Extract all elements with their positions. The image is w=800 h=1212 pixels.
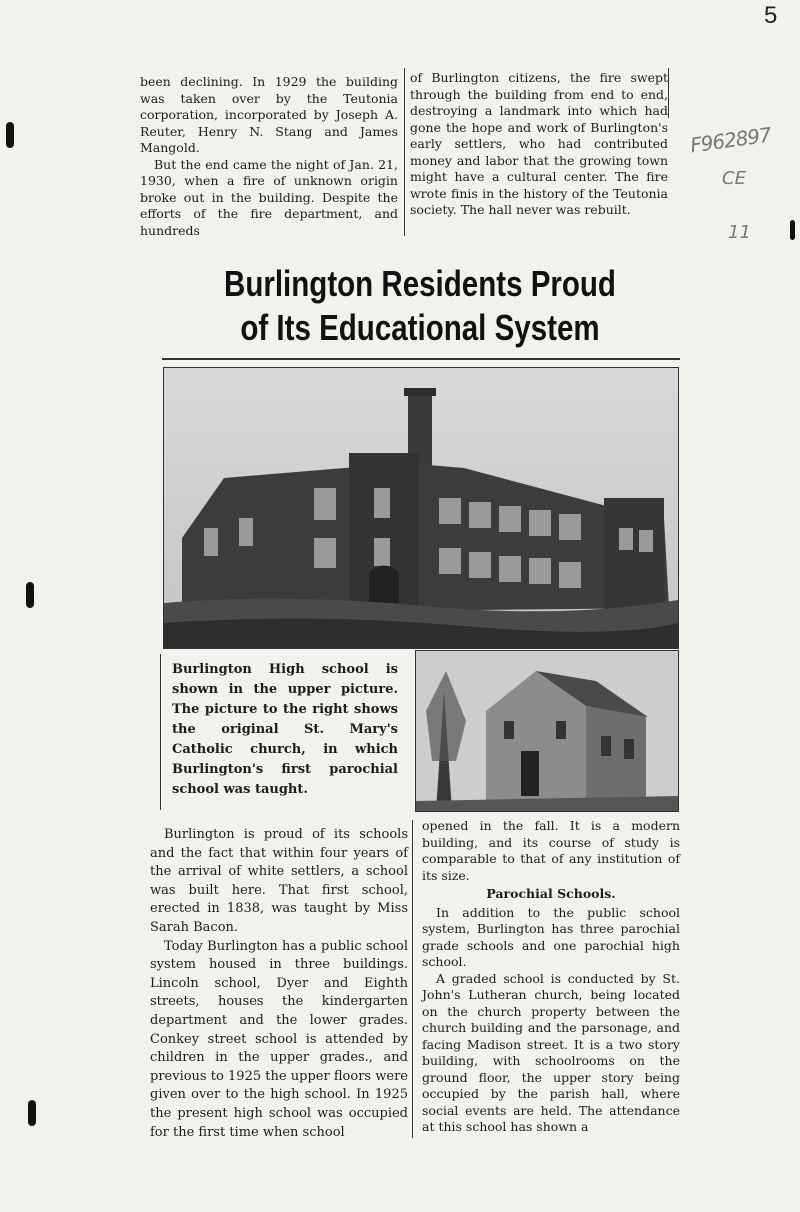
paragraph: opened in the fall. It is a modern building, and its course of study is comparable to that of any institution of its size. [422, 818, 680, 883]
paragraph: In addition to the public school system, Burlington has three parochial grade schools and one parochial high school. [422, 904, 680, 969]
subheading-parochial-schools: Parochial Schools. [486, 886, 616, 901]
headline-line-2: of Its Educational System [240, 307, 600, 348]
paragraph: Burlington is proud of its schools and the fact that within four years of the arrival of white settlers, a school was built here. That first school, erected in 1838, was taught by Miss Sarah Bacon. [150, 827, 408, 935]
top-right-column [410, 70, 668, 219]
caption-border-left [160, 654, 161, 810]
punch-hole-top [6, 122, 14, 148]
st-marys-church-image [416, 651, 678, 811]
paragraph: But the end came the night of Jan. 21, 1930, when a fire of unknown origin broke out in the building. Despite the efforts of the fire department, and hundreds [140, 156, 398, 238]
bottom-right-column [422, 818, 680, 1136]
punch-mark-right [790, 220, 795, 240]
punch-hole-bottom [28, 1100, 36, 1126]
high-school-building-image [164, 368, 678, 648]
headline-line-1: Burlington Residents Proud [224, 263, 616, 304]
column-divider-top [404, 68, 405, 236]
headline [207, 262, 633, 350]
page-number: 5 [764, 2, 778, 29]
paragraph: A graded school is conducted by St. John's Lutheran church, being located on the church property between the church building and the parsonage, and facing Madison street. It is a two story building, with schoolrooms on the ground floor, the upper story being occupied by the parish hall, where social events are held. The attendance at this school has shown a [422, 970, 680, 1134]
handwritten-note-number: 11 [728, 222, 751, 243]
headline-rule [162, 358, 680, 360]
bottom-left-column [150, 826, 408, 1142]
punch-hole-middle [26, 582, 34, 608]
paragraph: Today Burlington has a public school system housed in three buildings. Lincoln school, Dyer and Eighth streets, houses the kindergarten department and the lower grades. Conkey street school is attended by children in the upper grades., and previous to 1925 the upper floors were given over to the high school. In 1925 the present high school was occupied for the first time when school [150, 938, 408, 1140]
column-border-right [668, 68, 669, 118]
handwritten-note-initials: CE [722, 168, 746, 189]
column-divider-bottom [412, 820, 413, 1138]
handwritten-note-catalog: F962897 [688, 122, 773, 158]
paragraph: of Burlington citizens, the fire swept through the building from end to end, destroying a landmark into which had gone the hope and work of Burlington's early settlers, who had contributed money and labor that the growing town might have a cultural center. The fire wrote finis in the history of the Teutonia society. The hall never was rebuilt. [410, 70, 668, 217]
photo-caption: Burlington High school is shown in the upper picture. The picture to the right shows the original St. Mary's Catholic church, in which Burlington's first parochial school was taught. [172, 662, 398, 797]
church-photo [415, 650, 679, 812]
paragraph: been declining. In 1929 the building was taken over by the Teutonia corporation, incorporated by Joseph A. Reuter, Henry N. Stang and James Mangold. [140, 74, 398, 155]
high-school-photo [163, 367, 679, 649]
top-left-column [140, 74, 398, 239]
